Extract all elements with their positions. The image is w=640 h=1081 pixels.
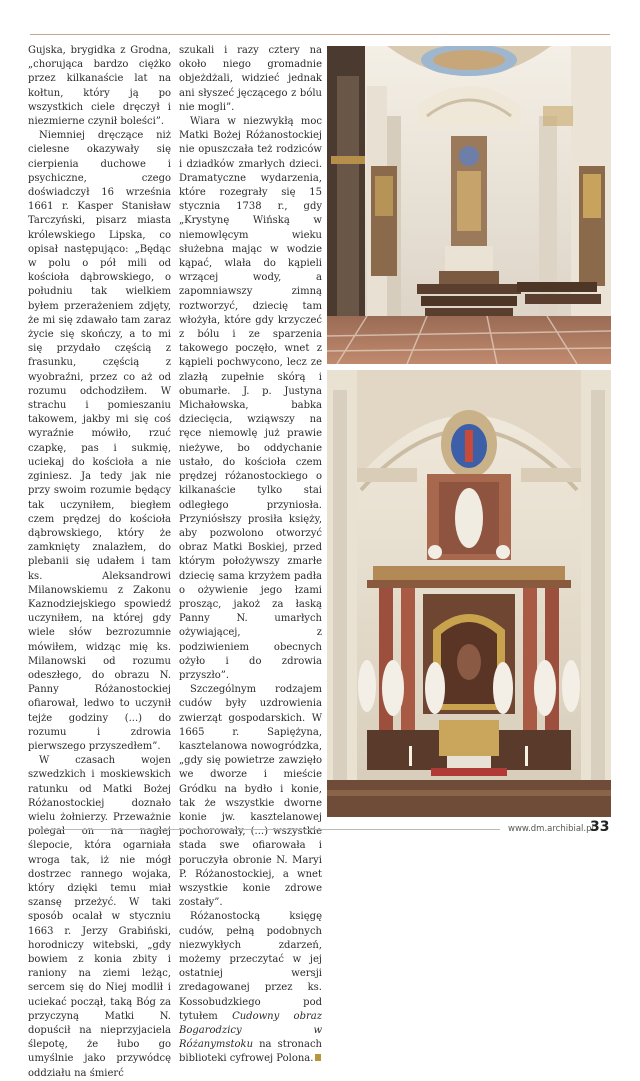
paragraph: Wiara w niezwykłą moc Matki Bożej Różanostockiej nie opuszczała też rodziców i dziadków zmarłych dzieci. Dramatyczne wydarzenia, które rozegrały się 15 stycznia 1738 r., gdy „Krystynę Wińską w niemowlęcym wieku służebna mając w wodzie kąpać, wlała do kąpieli wrzącej wody, a zapomniawszy zimną roztworzyć, dziecię tam włożyła, które gdy krzyczeć z bólu i ze sparzenia takowego poczęło, wnet z kąpieli pochwycono, lecz ze zlazłą zupełnie skórą i obumarłe. J. p. Justyna Michałowska, babka dziecięcia, wziąwszy na ręce niemowlę już prawie nieżywe, bo oddychanie ustało, do kościoła czem prędzej różanostockiego o kilkanaście tylko stai odległego przyniosła. Przyniósłszy prosiła księży, aby pozwolono otworzyć obraz Matki Boskiej, przed którym położywszy zmarłe dziecię sama krzyżem padła o ożywienie jego łzami prosząc, jakoż za łaską Panny N. umarłych ożywiającej, z podziwieniem obecnych ożyło i do zdrowia przyszło”. [179,116,322,681]
paragraph: W czasach wojen szwedzkich i moskiewskich ratunku od Matki Bożej Różanostockiej doznało wielu żołnierzy. Przeważnie polegał on na nagłej ślepocie, która ogarniała wroga tak, iż nie mógł dostrzec rannego wojaka, który dzięki temu miał szansę przeżyć. W taki sposób ocalał w styczniu 1663 r. Jerzy Grabiński, horodniczy witebski, „gdy bowiem z konia zbity i raniony na ziemi leżąc, sercem się do Niej modlił i uciekać począł, taką Bóg za przyczyną Matki N. dopuścił na nieprzyjaciela ślepotę, że łubo go umyślnie jako przywódcę oddziału na śmierć [28,755,171,1079]
text-column-left [28,44,171,1081]
paragraph: szukali i razy cztery na około niego gromadnie objeżdżali, widzieć jednak ani słyszeć jęczącego z bólu nie mogli”. [179,45,322,113]
text-column-middle [179,44,322,1067]
paragraph: Gujska, brygidka z Grodna, „chorująca bardzo ciężko przez kilkanaście lat na kołtun, który ją po wszystkich ciele dręczył i niezmierne czynił boleści”. [28,45,171,128]
book-title: Cudowny obraz Bogarodzicy w Różanymstoku [179,1010,322,1051]
page-number: 33 [590,819,610,835]
paragraph-final [179,910,322,1066]
church-nave-illustration [327,46,611,364]
church-nave-photo [327,46,611,364]
paragraph: Niemniej dręczące niż cielesne okazywały się cierpienia duchowe i psychiczne, czego doświadczył 16 września 1661 r. Kasper Stanisław Tarczyński, pisarz miasta królewskiego Lipska, co opisał następująco: „Będąc w polu o pół mili od kościoła dąbrowskiego, o południu tak wielkiem byłem przerażeniem zdjęty, że mi się zdawało tam zaraz życie się skończy, a to mi się przydało częścią z frasunku, częścią z wyobraźni, przez co aż od rozumu odchodziłem. W strachu i pomieszaniu takowem, jakby mi się coś wyraźnie mówiło, rzuć czapkę, pas i sukmię, uciekaj do kościoła a nie zginiesz. Ja tedy jak nie przy swoim rozumie będący tak uczyniłem, biegłem czem prędzej do kościoła dąbrowskiego, który że zamknięty znalazłem, do plebanii się udałem i tam ks. Aleksandrowi Milanowskiemu z Zakonu Kaznodziejskiego spowiedź uczyniłem, na której gdy wiele słów bezrozumnie mówiłem, widząc mię ks. Milanowski od rozumu odeszłego, do obrazu N. Panny Różanostockiej ofiarował, ledwo to uczynił tejże godziny (...) do rozumu i zdrowia pierwszego przyszedłem”. [28,130,171,752]
top-rule [30,34,610,35]
footer-rule [30,829,500,830]
paragraph-text: na stronach biblioteki cyfrowej Polona. [179,1039,322,1065]
paragraph-text: Różanostocką księgę cudów, pełną podobnych niezwykłych zdarzeń, możemy przeczytać w jej ostatniej wersji zredagowanej przez ks. Kossobudzkiego pod tytułem [179,911,322,1022]
end-mark [315,1054,321,1061]
main-altar-illustration [327,370,611,817]
footer-url: www.dm.archibial.pl [508,824,594,834]
paragraph: Szczególnym rodzajem cudów były uzdrowienia zwierząt gospodarskich. W 1665 r. Sapiężyna, kasztelanowa nowogródzka, „gdy się powietrze zawzięło we dworze i mieście Gródku na bydło i konie, tak że wszystkie dworne konie jw. kasztelanowej pochorowały, (...) wszystkie stada swe ofiarowała i poruczyła obronie N. Maryi P. Różanostockiej, a wnet wszystkie konie zdrowe zostały”. [179,684,322,909]
main-altar-photo [327,370,611,817]
